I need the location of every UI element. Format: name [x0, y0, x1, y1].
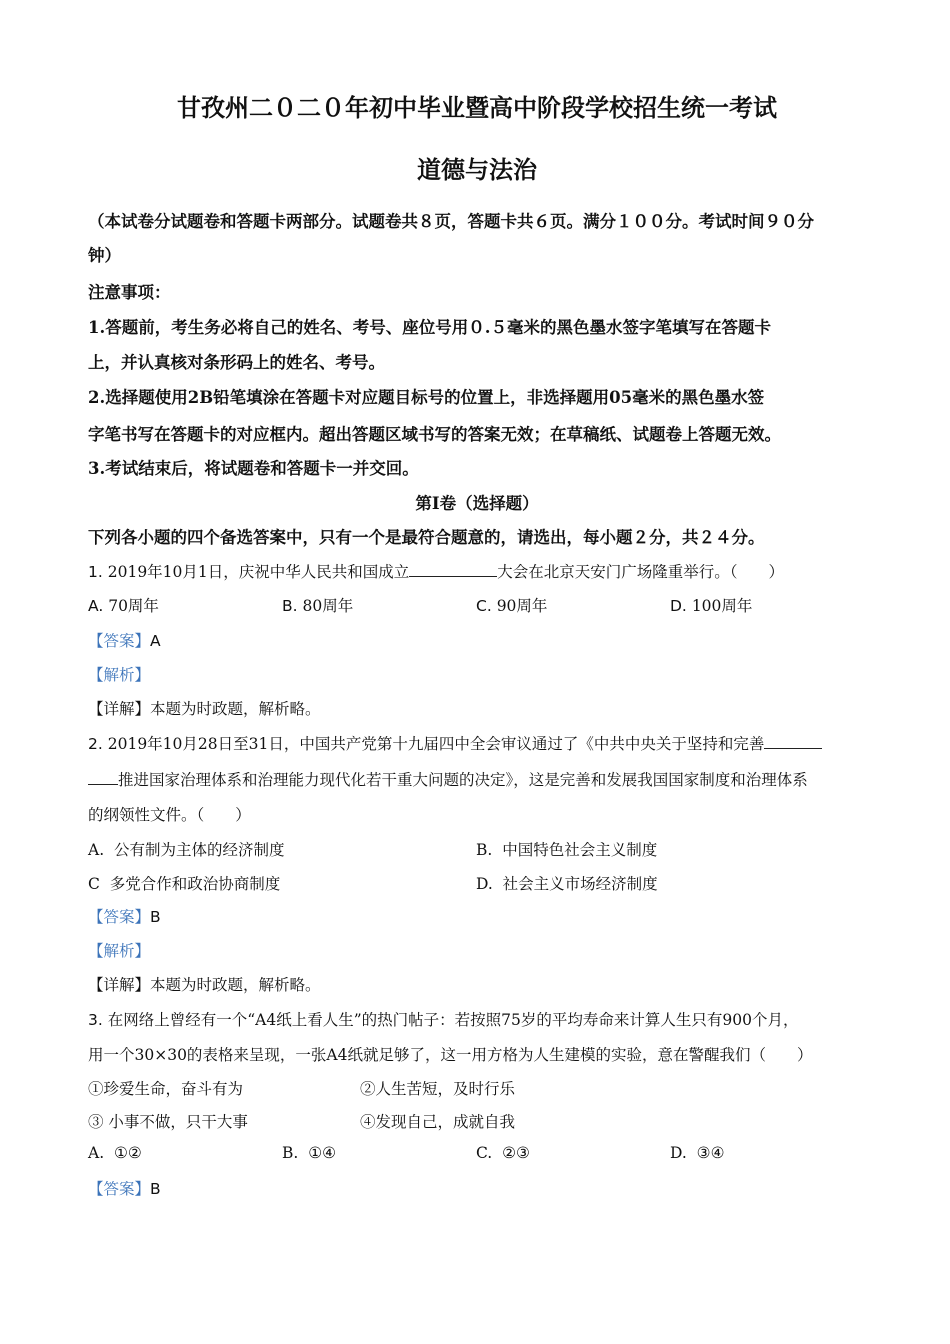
question-3-statement-3: ③ 小事不做，只干大事 — [88, 1113, 248, 1131]
question-1-stem — [88, 560, 784, 582]
option-letter: B. — [476, 841, 493, 859]
question-1-option-c — [476, 594, 547, 616]
question-2-detail — [88, 973, 321, 995]
notice-heading: 注意事项： — [88, 283, 171, 302]
question-1-analysis-label: 【解析】 — [88, 666, 151, 684]
question-1-number: 1. — [88, 563, 103, 581]
answer-value: B — [150, 1180, 161, 1198]
intro-line-1: （本试卷分试题卷和答题卡两部分。试题卷共８页，答题卡共６页。满分１００分。考试时间９０分 — [88, 212, 814, 231]
option-letter: D. — [476, 875, 493, 893]
option-letter: D. — [670, 1144, 687, 1162]
question-3-stem-line-2: 用一个30×30的表格来呈现，一张A4纸就足够了，这一用方格为人生建模的实验，意在警醒我们（ ） — [88, 1046, 813, 1064]
question-3-option-c — [476, 1144, 530, 1162]
option-text: 70周年 — [108, 597, 159, 615]
option-letter: B. — [282, 1144, 299, 1162]
question-2-stem-line-3: 的纲领性文件。（ ） — [88, 806, 251, 824]
question-1-blank — [409, 562, 497, 577]
notice-item-3: 3.考试结束后，将试题卷和答题卡一并交回。 — [88, 459, 419, 478]
question-1-answer — [88, 629, 161, 651]
detail-text: 本题为时政题，解析略。 — [150, 700, 321, 718]
question-2-stem-line-1 — [88, 732, 822, 754]
option-text: ①② — [113, 1144, 142, 1162]
option-text: 中国特色社会主义制度 — [502, 841, 658, 859]
question-2-stem-part-a: 2019年10月28日至31日，中国共产党第十九届四中全会审议通过了《中共中央关于坚持和完善 — [107, 735, 765, 753]
exam-title: 甘孜州二０二０年初中毕业暨高中阶段学校招生统一考试 — [177, 93, 777, 122]
answer-label: 【答案】 — [88, 908, 151, 926]
option-letter: A. — [88, 597, 104, 615]
option-text: 100周年 — [691, 597, 753, 615]
option-letter: B. — [282, 597, 298, 615]
option-letter: A. — [88, 841, 105, 859]
option-letter: C. — [476, 1144, 493, 1162]
answer-value: A — [150, 632, 161, 650]
answer-value: B — [150, 908, 161, 926]
question-2-option-c — [88, 872, 280, 894]
option-text: 80周年 — [302, 597, 354, 615]
notice-item-1-line-2: 上，并认真核对条形码上的姓名、考号。 — [88, 353, 385, 372]
answer-label: 【答案】 — [88, 1180, 151, 1198]
question-2-option-d — [476, 872, 658, 894]
question-3-statement-1: ①珍爱生命，奋斗有为 — [88, 1080, 244, 1098]
answer-label: 【答案】 — [88, 632, 151, 650]
option-text: ①④ — [308, 1144, 336, 1162]
option-letter: A. — [88, 1144, 105, 1162]
question-2-option-a — [88, 838, 285, 860]
question-1-detail — [88, 697, 321, 719]
question-2-blank-end — [764, 734, 822, 749]
question-3-option-a — [88, 1144, 142, 1162]
notice-item-1-line-1: 1.答题前，考生务必将自己的姓名、考号、座位号用０.５毫米的黑色墨水签字笔填写在答题卡 — [88, 318, 771, 337]
option-text: 公有制为主体的经济制度 — [113, 841, 285, 859]
section-instruction: 下列各小题的四个备选答案中，只有一个是最符合题意的，请选出，每小题２分，共２４分。 — [88, 528, 765, 547]
detail-text: 本题为时政题，解析略。 — [150, 976, 321, 994]
question-2-stem-line-2 — [88, 768, 808, 790]
option-text: 多党合作和政治协商制度 — [109, 875, 281, 893]
option-text: ③④ — [696, 1144, 725, 1162]
section-title: 第Ⅰ卷（选择题） — [415, 494, 539, 513]
detail-label: 【详解】 — [88, 976, 151, 994]
notice-item-2-line-2: 字笔书写在答题卡的对应框内。超出答题区域书写的答案无效；在草稿纸、试题卷上答题无效。 — [88, 425, 781, 444]
option-text: 社会主义市场经济制度 — [502, 875, 658, 893]
question-1-stem-part-b: 大会在北京天安门广场隆重举行。（ ） — [497, 563, 785, 581]
question-3-option-d — [670, 1144, 724, 1162]
option-letter: D. — [670, 597, 687, 615]
subject-title: 道德与法治 — [417, 155, 537, 184]
question-1-option-d — [670, 594, 752, 616]
question-3-statement-2: ②人生苦短，及时行乐 — [360, 1080, 516, 1098]
question-3-stem-part-a: 在网络上曾经有一个“A4纸上看人生”的热门帖子：若按照75岁的平均寿命来计算人生只有900个月， — [107, 1011, 799, 1029]
question-3-statement-4: ④发现自己，成就自我 — [360, 1113, 516, 1131]
question-3-option-b — [282, 1144, 336, 1162]
question-2-number: 2. — [88, 735, 103, 753]
option-text: ②③ — [502, 1144, 530, 1162]
option-letter: C. — [476, 597, 492, 615]
detail-label: 【详解】 — [88, 700, 151, 718]
question-2-blank-start — [88, 770, 118, 785]
intro-line-2: 钟） — [88, 246, 121, 265]
notice-item-2-line-1: 2.选择题使用2B铅笔填涂在答题卡对应题目标号的位置上，非选择题用05毫米的黑色墨水签 — [88, 388, 765, 407]
option-letter: C — [88, 875, 100, 893]
question-2-answer — [88, 905, 161, 927]
question-2-stem-part-b: 推进国家治理体系和治理能力现代化若干重大问题的决定》，这是完善和发展我国国家制度和治理体系 — [118, 771, 808, 789]
question-1-option-a — [88, 594, 159, 616]
option-text: 90周年 — [496, 597, 548, 615]
question-3-number: 3. — [88, 1011, 103, 1029]
question-2-analysis-label: 【解析】 — [88, 942, 151, 960]
question-1-option-b — [282, 594, 353, 616]
question-1-stem-part-a: 2019年10月1日，庆祝中华人民共和国成立 — [107, 563, 410, 581]
question-2-option-b — [476, 838, 657, 860]
question-3-answer — [88, 1177, 161, 1199]
question-3-stem-line-1 — [88, 1008, 798, 1030]
